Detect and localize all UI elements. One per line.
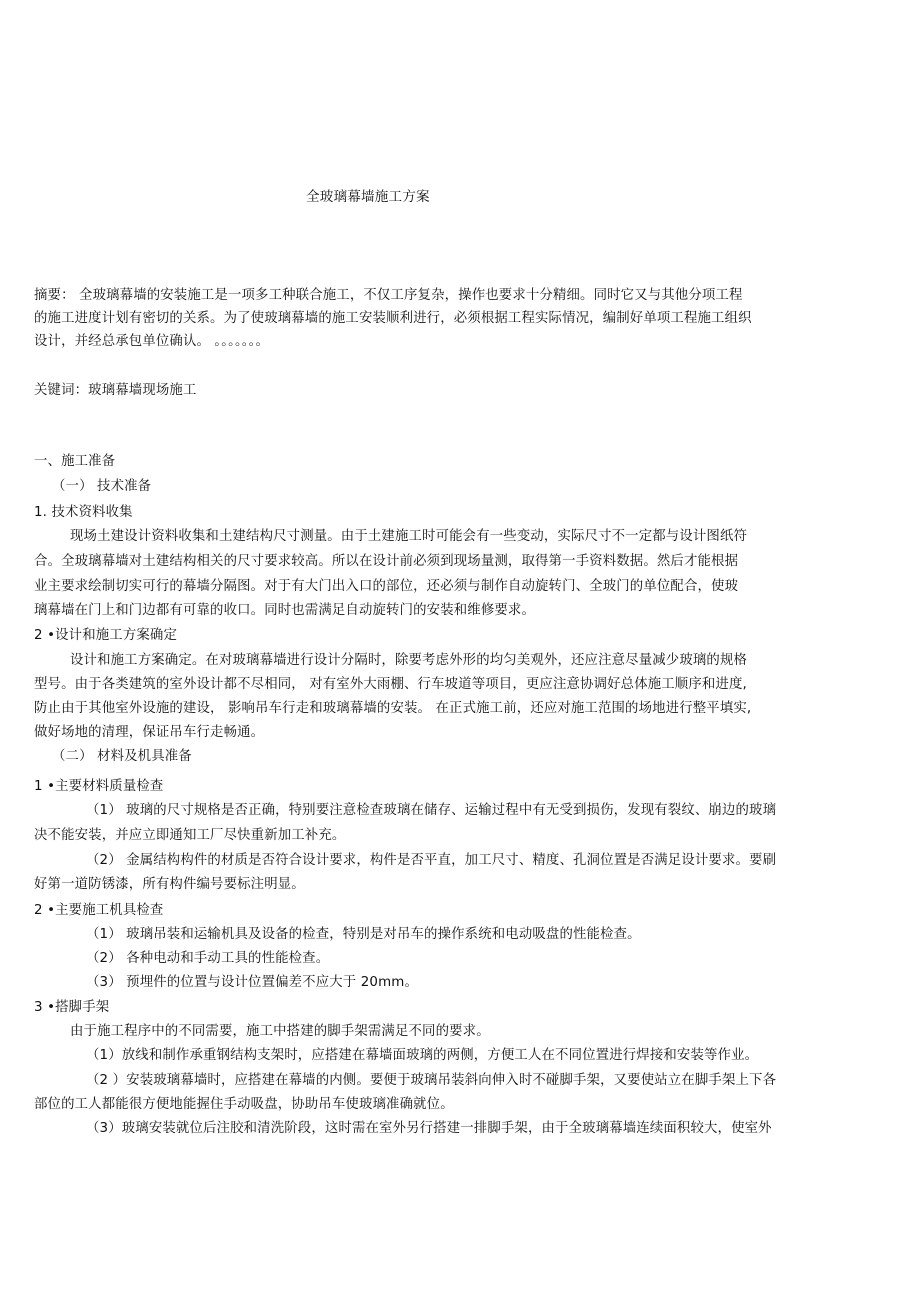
paragraph-line: （1） 玻璃吊装和运输机具及设备的检查，特别是对吊车的操作系统和电动吸盘的性能检查。 (86, 927, 641, 942)
paragraph-line: （2 ）安装玻璃幕墙时，应搭建在幕墙的内侧。要便于玻璃吊装斜向伸入时不碰脚手架，又要使站立在脚手架上下各 (86, 1073, 777, 1088)
item-heading: 1 •主要材料质量检查 (34, 779, 164, 794)
paragraph-line: 合。全玻璃幕墙对土建结构相关的尺寸要求较高。所以在设计前必须到现场量测，取得第一手资料数据。然后才能根据 (34, 554, 739, 569)
paragraph-line: 由于施工程序中的不同需要，施工中搭建的脚手架需满足不同的要求。 (70, 1024, 490, 1039)
paragraph-line: 部位的工人都能很方便地能握住手动吸盘，协助吊车使玻璃准确就位。 (34, 1097, 454, 1112)
paragraph-line: （2） 金属结构构件的材质是否符合设计要求，构件是否平直，加工尺寸、精度、孔洞位置是否满足设计要求。要刷 (86, 853, 777, 868)
paragraph-line: 现场土建设计资料收集和土建结构尺寸测量。由于土建施工时可能会有一些变动，实际尺寸不一定都与设计图纸符 (70, 529, 748, 544)
paragraph-line: （3） 预埋件的位置与设计位置偏差不应大于 20mm。 (86, 975, 419, 990)
paragraph-line: 决不能安装，并应立即通知工厂尽快重新加工补充。 (34, 828, 346, 843)
paragraph-line: （1） 玻璃的尺寸规格是否正确，特别要注意检查玻璃在储存、运输过程中有无受到损伤，发现有裂纹、崩边的玻璃 (86, 803, 777, 818)
keywords: 关键词：玻璃幕墙现场施工 (34, 383, 197, 398)
paragraph-line: 璃幕墙在门上和门边都有可靠的收口。同时也需满足自动旋转门的安装和维修要求。 (34, 603, 536, 618)
section-heading: 一、施工准备 (34, 454, 116, 469)
abstract-line: 设计，并经总承包单位确认。 。。。。。。。 (34, 334, 270, 349)
paragraph-line: 设计和施工方案确定。在对玻璃幕墙进行设计分隔时，除要考虑外形的均匀美观外，还应注意尽量减少玻璃的规格 (70, 653, 748, 668)
paragraph-line: 好第一道防锈漆，所有构件编号要标注明显。 (34, 877, 305, 892)
subsection-heading: （二） 材料及机具准备 (52, 749, 192, 764)
item-heading: 3 •搭脚手架 (34, 1000, 110, 1015)
item-heading: 1. 技术资料收集 (34, 505, 133, 520)
paragraph-line: （2） 各种电动和手动工具的性能检查。 (86, 951, 330, 966)
subsection-heading: （一） 技术准备 (52, 479, 152, 494)
paragraph-line: （1）放线和制作承重钢结构支架时，应搭建在幕墙面玻璃的两侧，方便工人在不同位置进行焊接和安装等作业。 (86, 1048, 759, 1063)
paragraph-line: 业主要求绘制切实可行的幕墙分隔图。对于有大门出入口的部位，还必须与制作自动旋转门、全玻门的单位配合，使玻 (34, 579, 739, 594)
item-heading: 2 •主要施工机具检查 (34, 903, 164, 918)
paragraph-line: 做好场地的清理，保证吊车行走畅通。 (34, 725, 265, 740)
item-heading: 2 •设计和施工方案确定 (34, 628, 177, 643)
abstract-line: 摘要： 全玻璃幕墙的安装施工是一项多工种联合施工，不仅工序复杂，操作也要求十分精细。同时它又与其他分项工程 (34, 288, 743, 303)
paragraph-line: （3）玻璃安装就位后注胶和清洗阶段，这时需在室外另行搭建一排脚手架，由于全玻璃幕墙连续面积较大，使室外 (86, 1121, 772, 1136)
paragraph-line: 防止由于其他室外设施的建设， 影响吊车行走和玻璃幕墙的安装。 在正式施工前，还应对施工范围的场地进行整平填实, (34, 701, 752, 716)
document-title: 全玻璃幕墙施工方案 (306, 189, 430, 205)
paragraph-line: 型号。由于各类建筑的室外设计都不尽相同， 对有室外大雨棚、行车坡道等项目，更应注意协调好总体施工顺序和进度, (34, 677, 747, 692)
abstract-line: 的施工进度计划有密切的关系。为了使玻璃幕墙的施工安装顺利进行，必须根据工程实际情况，编制好单项工程施工组织 (34, 311, 752, 326)
